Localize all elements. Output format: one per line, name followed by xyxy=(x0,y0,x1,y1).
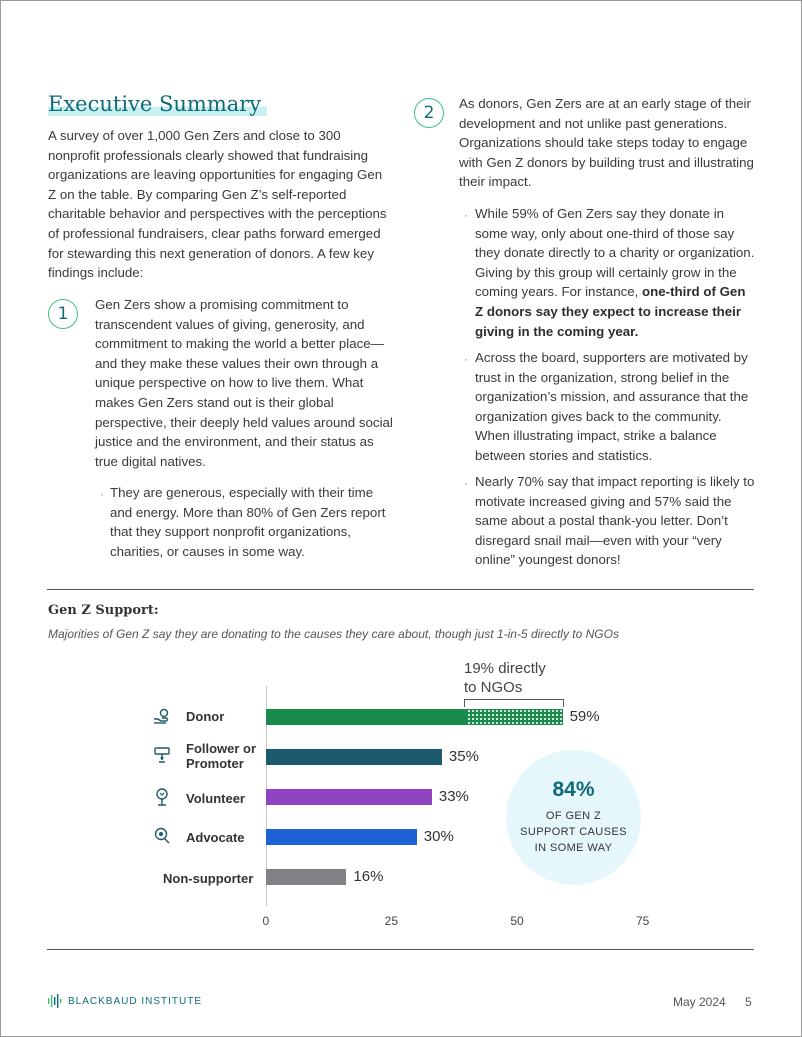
footer-logo xyxy=(48,994,202,1008)
finding-1-text: Gen Zers show a promising commitment to transcendent values of giving, generosity, and commitment to making the world a better place—and they make these values their own through a unique perspective on how to live them. What makes Gen Zers stand out is their global perspective, their deeply held values around social justice and the environment, and their status as true digital natives. xyxy=(95,297,393,469)
divider-top xyxy=(47,589,754,590)
finding-number-2: 2 xyxy=(414,98,444,128)
volunteer-icon xyxy=(152,787,172,807)
divider-bottom xyxy=(47,949,754,950)
annotation-direct-ngos: 19% directly to NGOs xyxy=(464,660,546,696)
page-number: 5 xyxy=(745,995,752,1009)
chart-title: Gen Z Support: xyxy=(48,603,159,618)
bar-value-label: 35% xyxy=(448,748,479,765)
x-tick-label: 75 xyxy=(636,914,650,928)
footer-brand: BLACKBAUD INSTITUTE xyxy=(68,995,203,1007)
category-label: Follower or Promoter xyxy=(186,741,257,771)
finding-1-bullet-1: They are generous, especially with their time and energy. More than 80% of Gen Zers report that they support nonprofit organizations, charities, or causes in some way. xyxy=(110,485,386,559)
chart-subtitle: Majorities of Gen Z say they are donating to the causes they care about, though just 1-in-5 directly to NGOs xyxy=(48,627,619,641)
advocate-icon xyxy=(152,826,172,846)
brand-bars-icon xyxy=(48,994,62,1008)
bar-donor xyxy=(266,709,563,725)
bullet-marker: · xyxy=(100,487,104,501)
callout-percent: 84% xyxy=(552,778,595,801)
bar-non-supporter xyxy=(266,869,346,885)
support-callout xyxy=(506,750,641,885)
finding-2-bullet-2: Across the board, supporters are motivated by trust in the organization, strong belief in the organization’s mission, and assurance that the organization gives back to the community. When illustrating impact, strike a balance between stories and statistics. xyxy=(475,350,749,463)
bar-volunteer xyxy=(266,789,432,805)
callout-text: OF GEN Z SUPPORT CAUSES IN SOME WAY xyxy=(520,810,627,854)
bar-donor-direct-segment xyxy=(467,709,563,725)
bullet-marker: · xyxy=(464,352,468,366)
bar-value-label: 16% xyxy=(353,868,384,885)
finding-2-text: As donors, Gen Zers are at an early stage of their development and not unlike past generations. Organizations should take steps today to engage with Gen Z donors by building trust and illustrating their impact. xyxy=(459,96,754,190)
bar-value-label: 30% xyxy=(423,828,454,845)
finding-2-bullet-3: Nearly 70% say that impact reporting is likely to motivate increased giving and 57% said the same about a postal thank-you letter. Don’t disregard snail mail—even with your “very online” youngest donors! xyxy=(475,474,755,568)
bullet-marker: · xyxy=(464,476,468,490)
category-label: Advocate xyxy=(186,830,245,845)
bar-follower-or-promoter xyxy=(266,749,442,765)
category-label: Volunteer xyxy=(186,791,245,806)
x-tick-label: 50 xyxy=(510,914,524,928)
x-tick-label: 0 xyxy=(262,914,270,928)
category-label: Non-supporter xyxy=(163,871,254,886)
finding-2-bullet-1-text: While 59% of Gen Zers say they donate in some way, only about one-third of those say they donate directly to a charity or organization. Giving by this group will certainly grow in the coming years. For instance, xyxy=(475,206,755,300)
annotation-bracket xyxy=(464,699,564,707)
bar-advocate xyxy=(266,829,417,845)
finding-2-bullet-1 xyxy=(475,204,755,341)
bar-value-label: 33% xyxy=(438,788,469,805)
megaphone-icon xyxy=(152,745,172,765)
finding-number-1: 1 xyxy=(48,299,78,329)
bullet-marker: · xyxy=(464,208,468,222)
category-label: Donor xyxy=(186,709,225,724)
footer-date: May 2024 xyxy=(673,995,726,1009)
donor-icon xyxy=(152,707,172,727)
x-tick-label: 25 xyxy=(384,914,399,928)
bar-value-label: 59% xyxy=(569,708,600,725)
section-title: Executive Summary xyxy=(48,92,267,116)
finding-2-bullet-1-bold: one-third of Gen Z donors say they expect to increase their giving in the coming year. xyxy=(475,284,746,339)
intro-paragraph: A survey of over 1,000 Gen Zers and close to 300 nonprofit professionals clearly showed that fundraising organizations are leaving opportunities for engaging Gen Z on the table. By comparing Gen Z’s self-reported charitable behavior and perspectives with the perceptions of professional fundraisers, clear paths forward emerged for stewarding this next generation of donors. A few key findings include: xyxy=(48,128,387,281)
